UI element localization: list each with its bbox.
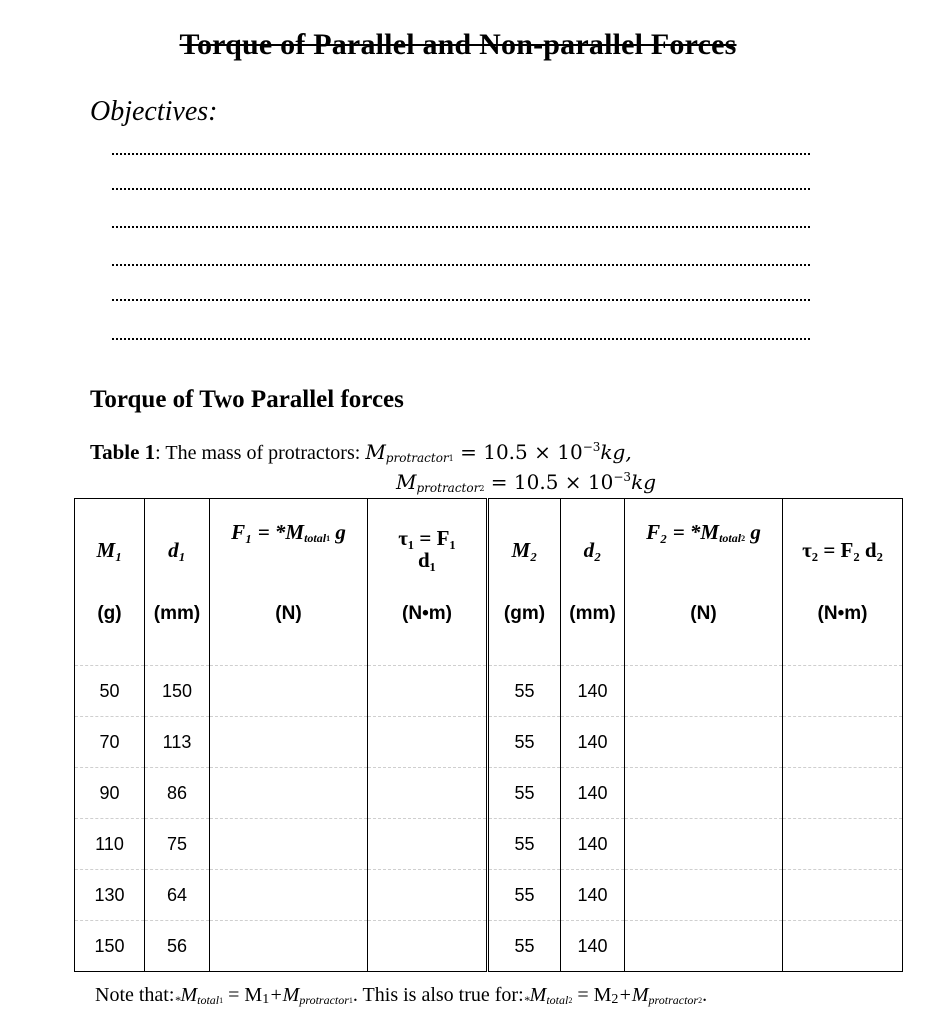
mass1-formula: $M_{protractor}1 = 10.5 \times 10^{-3}kg$, <box>365 440 632 465</box>
cell-m2: 55 <box>488 819 561 870</box>
cell-f2 <box>625 768 783 819</box>
unit-m2: (gm) <box>488 601 561 627</box>
cell-f1 <box>210 870 368 921</box>
objective-line-6 <box>112 338 810 340</box>
objective-line-1 <box>112 153 810 155</box>
units-row <box>75 601 903 627</box>
cell-d2: 140 <box>561 921 625 972</box>
cell-d2: 140 <box>561 666 625 717</box>
objective-line-3 <box>112 226 810 228</box>
cell-d2: 140 <box>561 768 625 819</box>
objective-line-4 <box>112 264 810 266</box>
cell-tau1 <box>368 870 488 921</box>
cell-d1: 75 <box>145 819 210 870</box>
cell-f1 <box>210 921 368 972</box>
header-d2: d₂ <box>561 499 625 602</box>
cell-tau2 <box>783 768 903 819</box>
section-title: Torque of Two Parallel forces <box>90 386 404 413</box>
table-row <box>75 666 903 717</box>
page-title: Torque of Parallel and Non-parallel Forces <box>179 28 737 61</box>
unit-m1: (g) <box>75 601 145 627</box>
cell-m1: 70 <box>75 717 145 768</box>
cell-tau2 <box>783 717 903 768</box>
cell-f2 <box>625 921 783 972</box>
cell-d1: 56 <box>145 921 210 972</box>
cell-m1: 90 <box>75 768 145 819</box>
cell-tau2 <box>783 819 903 870</box>
cell-tau2 <box>783 921 903 972</box>
cell-d1: 86 <box>145 768 210 819</box>
cell-tau1 <box>368 819 488 870</box>
header-row <box>75 499 903 602</box>
cell-d1: 64 <box>145 870 210 921</box>
cell-m1: 130 <box>75 870 145 921</box>
header-m1: M₁ <box>75 499 145 602</box>
table-row <box>75 870 903 921</box>
header-f1: $F_1 = *M_{total}1$ g <box>210 499 368 602</box>
unit-d2: (mm) <box>561 601 625 627</box>
cell-m1: 110 <box>75 819 145 870</box>
table-row <box>75 768 903 819</box>
header-d1: d₁ <box>145 499 210 602</box>
cell-tau2 <box>783 870 903 921</box>
cell-d1: 150 <box>145 666 210 717</box>
header-f2: $F_2 = *M_{total}2$ g <box>625 499 783 602</box>
cell-tau1 <box>368 921 488 972</box>
spacer-row <box>75 627 903 666</box>
cell-f1 <box>210 717 368 768</box>
cell-d1: 113 <box>145 717 210 768</box>
cell-tau1 <box>368 717 488 768</box>
cell-d2: 140 <box>561 819 625 870</box>
mass2-formula: $M_{protractor}2 = 10.5 \times 10^{-3}kg$ <box>396 470 656 495</box>
cell-f2 <box>625 819 783 870</box>
objective-line-5 <box>112 299 810 301</box>
cell-m1: 150 <box>75 921 145 972</box>
unit-tau1: (N•m) <box>368 601 488 627</box>
cell-m2: 55 <box>488 921 561 972</box>
torque-table <box>74 498 903 972</box>
cell-m1: 50 <box>75 666 145 717</box>
table-label: Table 1 <box>90 440 156 464</box>
cell-f2 <box>625 717 783 768</box>
caption-text: : The mass of protractors: <box>155 442 361 464</box>
table-caption <box>90 440 632 465</box>
cell-f1 <box>210 768 368 819</box>
objective-line-2 <box>112 188 810 190</box>
cell-m2: 55 <box>488 768 561 819</box>
unit-tau2: (N•m) <box>783 601 903 627</box>
cell-m2: 55 <box>488 666 561 717</box>
cell-m2: 55 <box>488 717 561 768</box>
unit-f1: (N) <box>210 601 368 627</box>
objectives-label: Objectives: <box>90 96 218 127</box>
cell-f1 <box>210 666 368 717</box>
cell-f2 <box>625 666 783 717</box>
footnote: Note $that:_*M_{total}1 = M1+M_{protractor}1$. This is also true $for:_*M_{total}2 = M2+M_{protractor}2$. <box>95 984 708 1007</box>
cell-tau1 <box>368 768 488 819</box>
table-row <box>75 717 903 768</box>
cell-tau2 <box>783 666 903 717</box>
header-m2: M₂ <box>488 499 561 602</box>
cell-f1 <box>210 819 368 870</box>
cell-d2: 140 <box>561 717 625 768</box>
unit-d1: (mm) <box>145 601 210 627</box>
cell-m2: 55 <box>488 870 561 921</box>
cell-d2: 140 <box>561 870 625 921</box>
table-row <box>75 819 903 870</box>
header-tau1: τ₁ = F₁ d₁ <box>368 499 488 602</box>
unit-f2: (N) <box>625 601 783 627</box>
cell-tau1 <box>368 666 488 717</box>
table-row <box>75 921 903 972</box>
cell-f2 <box>625 870 783 921</box>
header-tau2: τ₂ = F₂ d₂ <box>783 499 903 602</box>
